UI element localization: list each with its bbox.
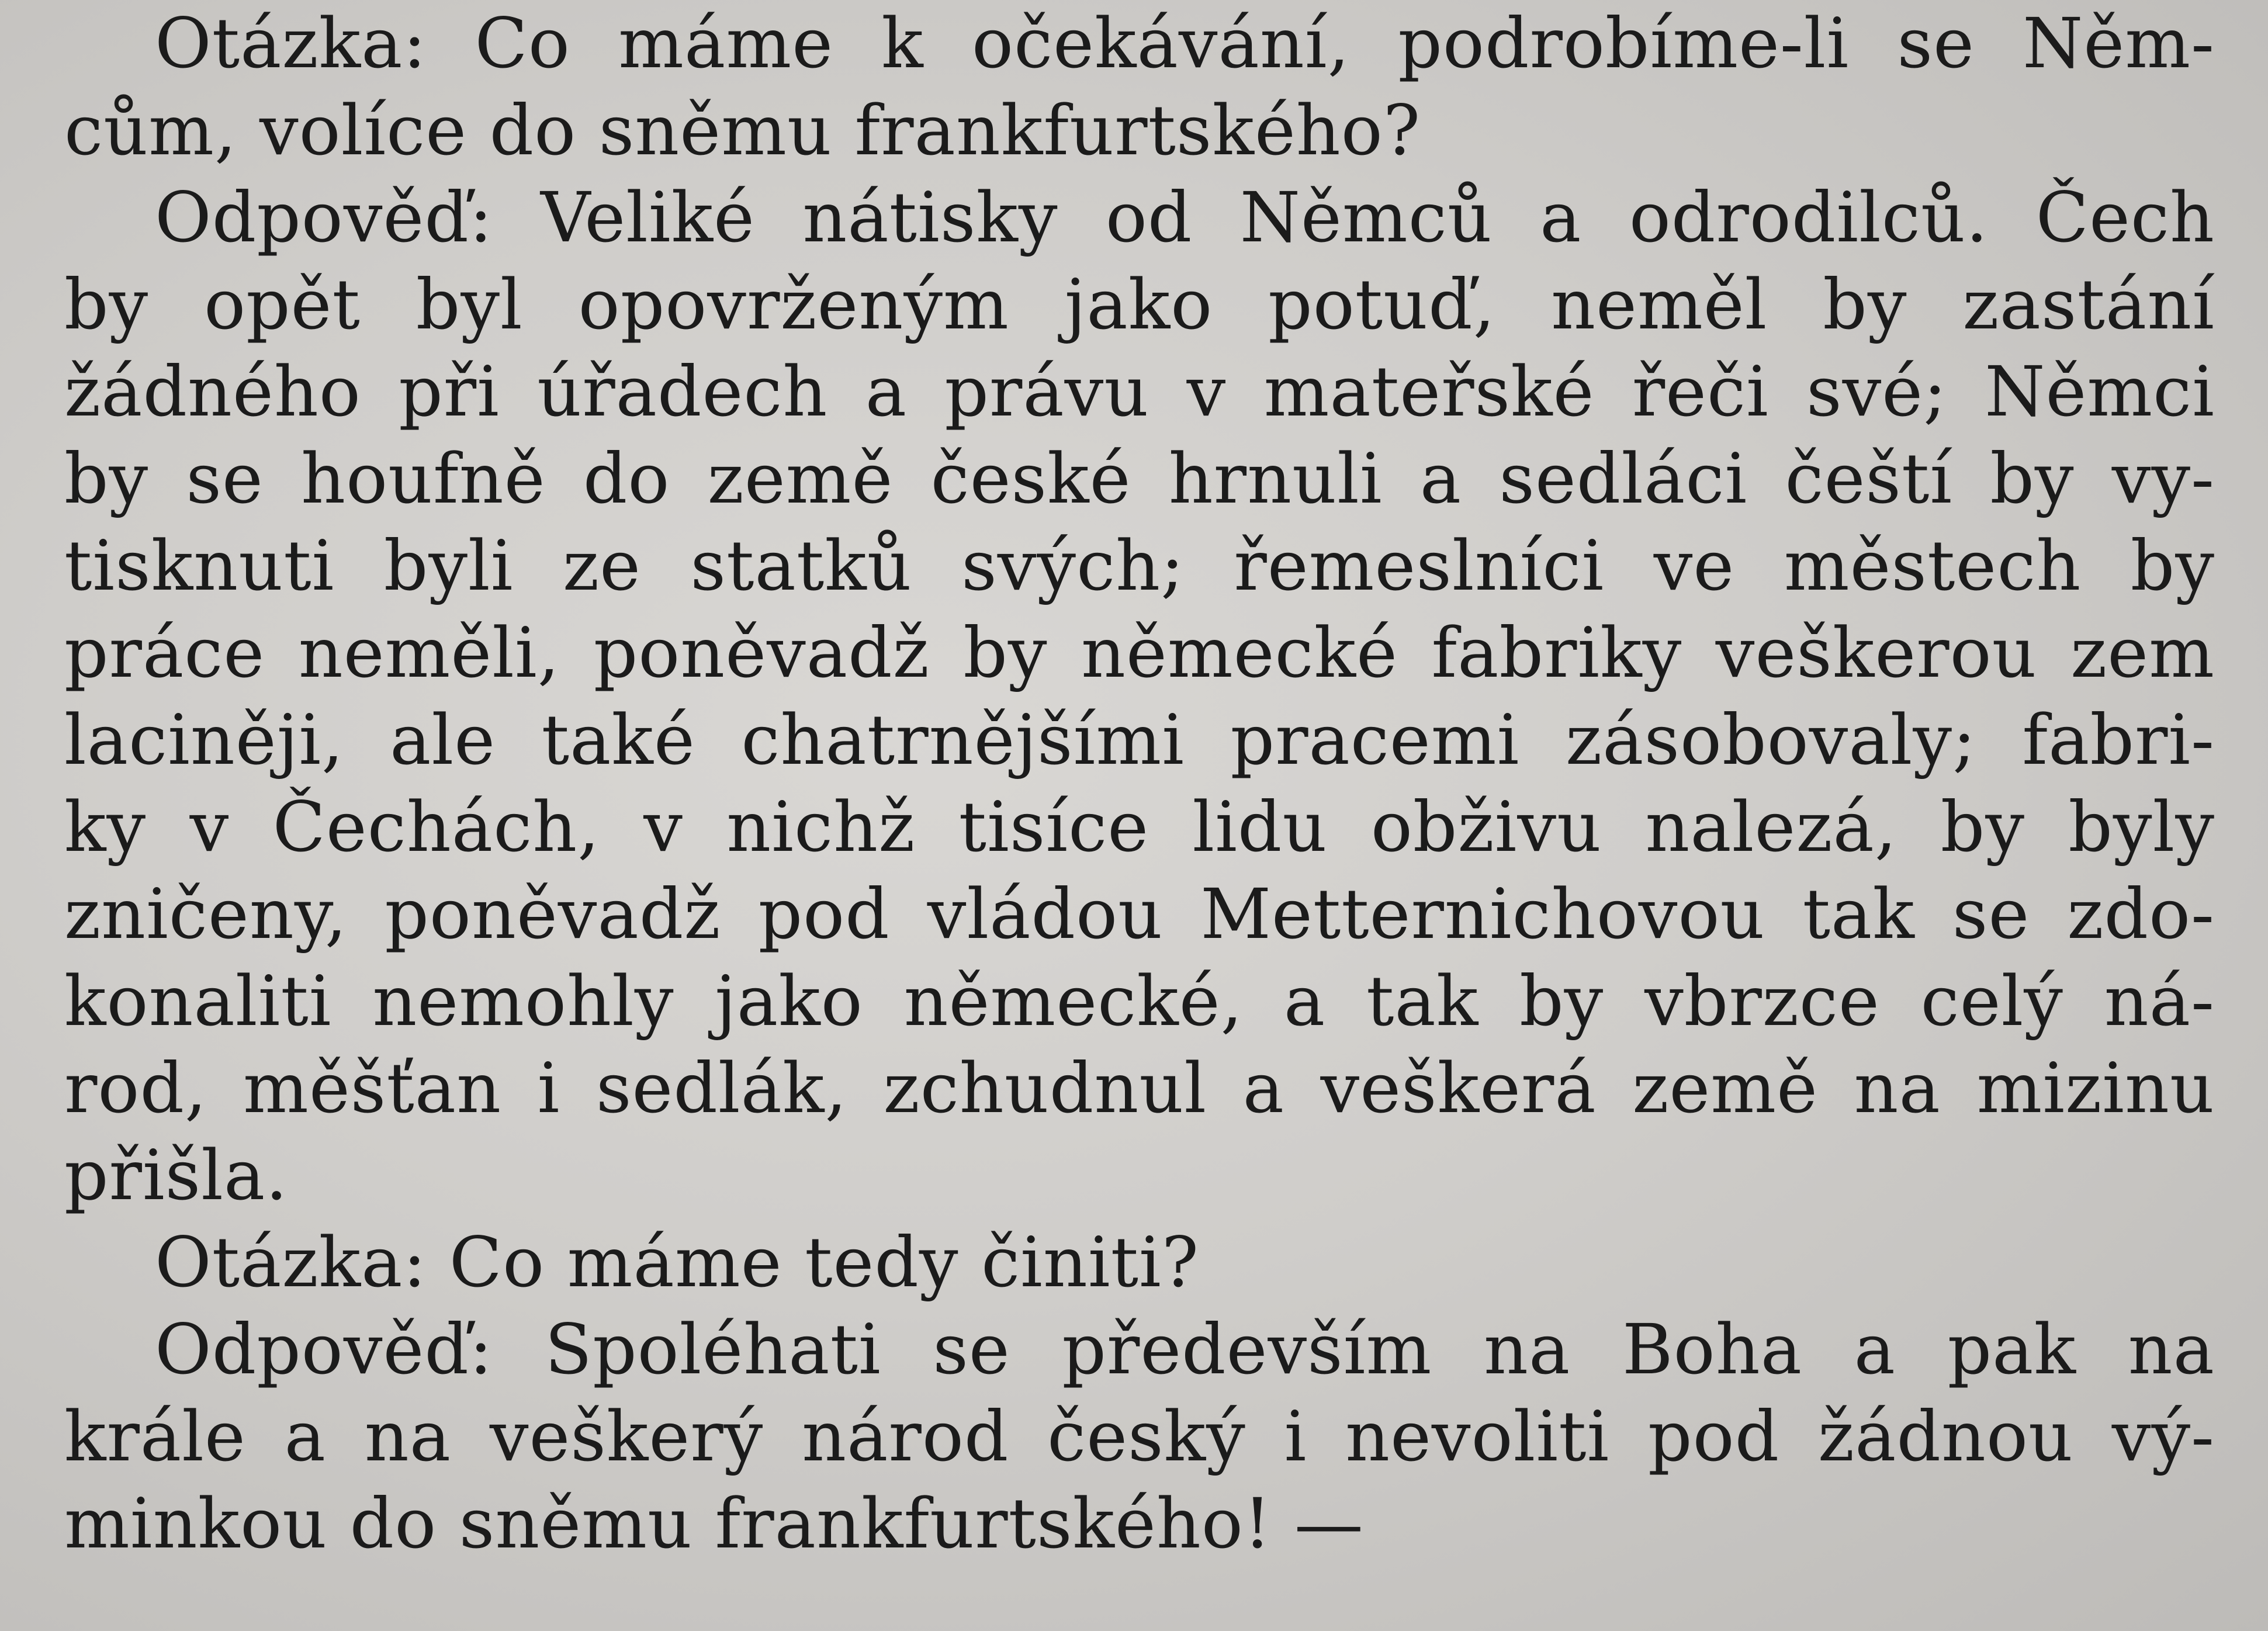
- text-line: žádného při úřadech a právu v mateřské řeči své; Němci: [64, 351, 2215, 432]
- text-line: zničeny, poněvadž pod vládou Metternichovou tak se zdo-: [64, 874, 2215, 954]
- text-line: laciněji, ale také chatrnějšími pracemi zásobovaly; fabri-: [64, 700, 2215, 780]
- text-line: Odpověď: Veliké nátisky od Němců a odrodilců. Čech: [155, 177, 2215, 258]
- text-line: Otázka: Co máme k očekávání, podrobíme-li se Něm-: [155, 3, 2215, 84]
- text-line: tisknuti byli ze statků svých; řemeslníci ve městech by: [64, 525, 2215, 606]
- text-line: by opět byl opovrženým jako potuď, neměl by zastání: [64, 264, 2215, 345]
- text-line: by se houfně do země české hrnuli a sedláci čeští by vy-: [64, 438, 2215, 519]
- text-line: cům, volíce do sněmu frankfurtského?: [64, 90, 1421, 171]
- text-block: [64, 0, 2215, 1567]
- text-line: konaliti nemohly jako německé, a tak by vbrzce celý ná-: [64, 961, 2215, 1041]
- text-line: přišla.: [64, 1135, 288, 1216]
- text-line: krále a na veškerý národ český i nevoliti pod žádnou vý-: [64, 1396, 2215, 1477]
- text-line: ky v Čechách, v nichž tisíce lidu obživu nalezá, by byly: [64, 787, 2215, 867]
- text-line: Odpověď: Spoléhati se především na Boha a pak na: [155, 1309, 2215, 1390]
- text-line: práce neměli, poněvadž by německé fabriky veškerou zem: [64, 612, 2215, 693]
- text-line: minkou do sněmu frankfurtského! —: [64, 1483, 1364, 1564]
- text-line: rod, měšťan i sedlák, zchudnul a veškerá země na mizinu: [64, 1048, 2215, 1128]
- text-line: Otázka: Co máme tedy činiti?: [155, 1222, 1200, 1303]
